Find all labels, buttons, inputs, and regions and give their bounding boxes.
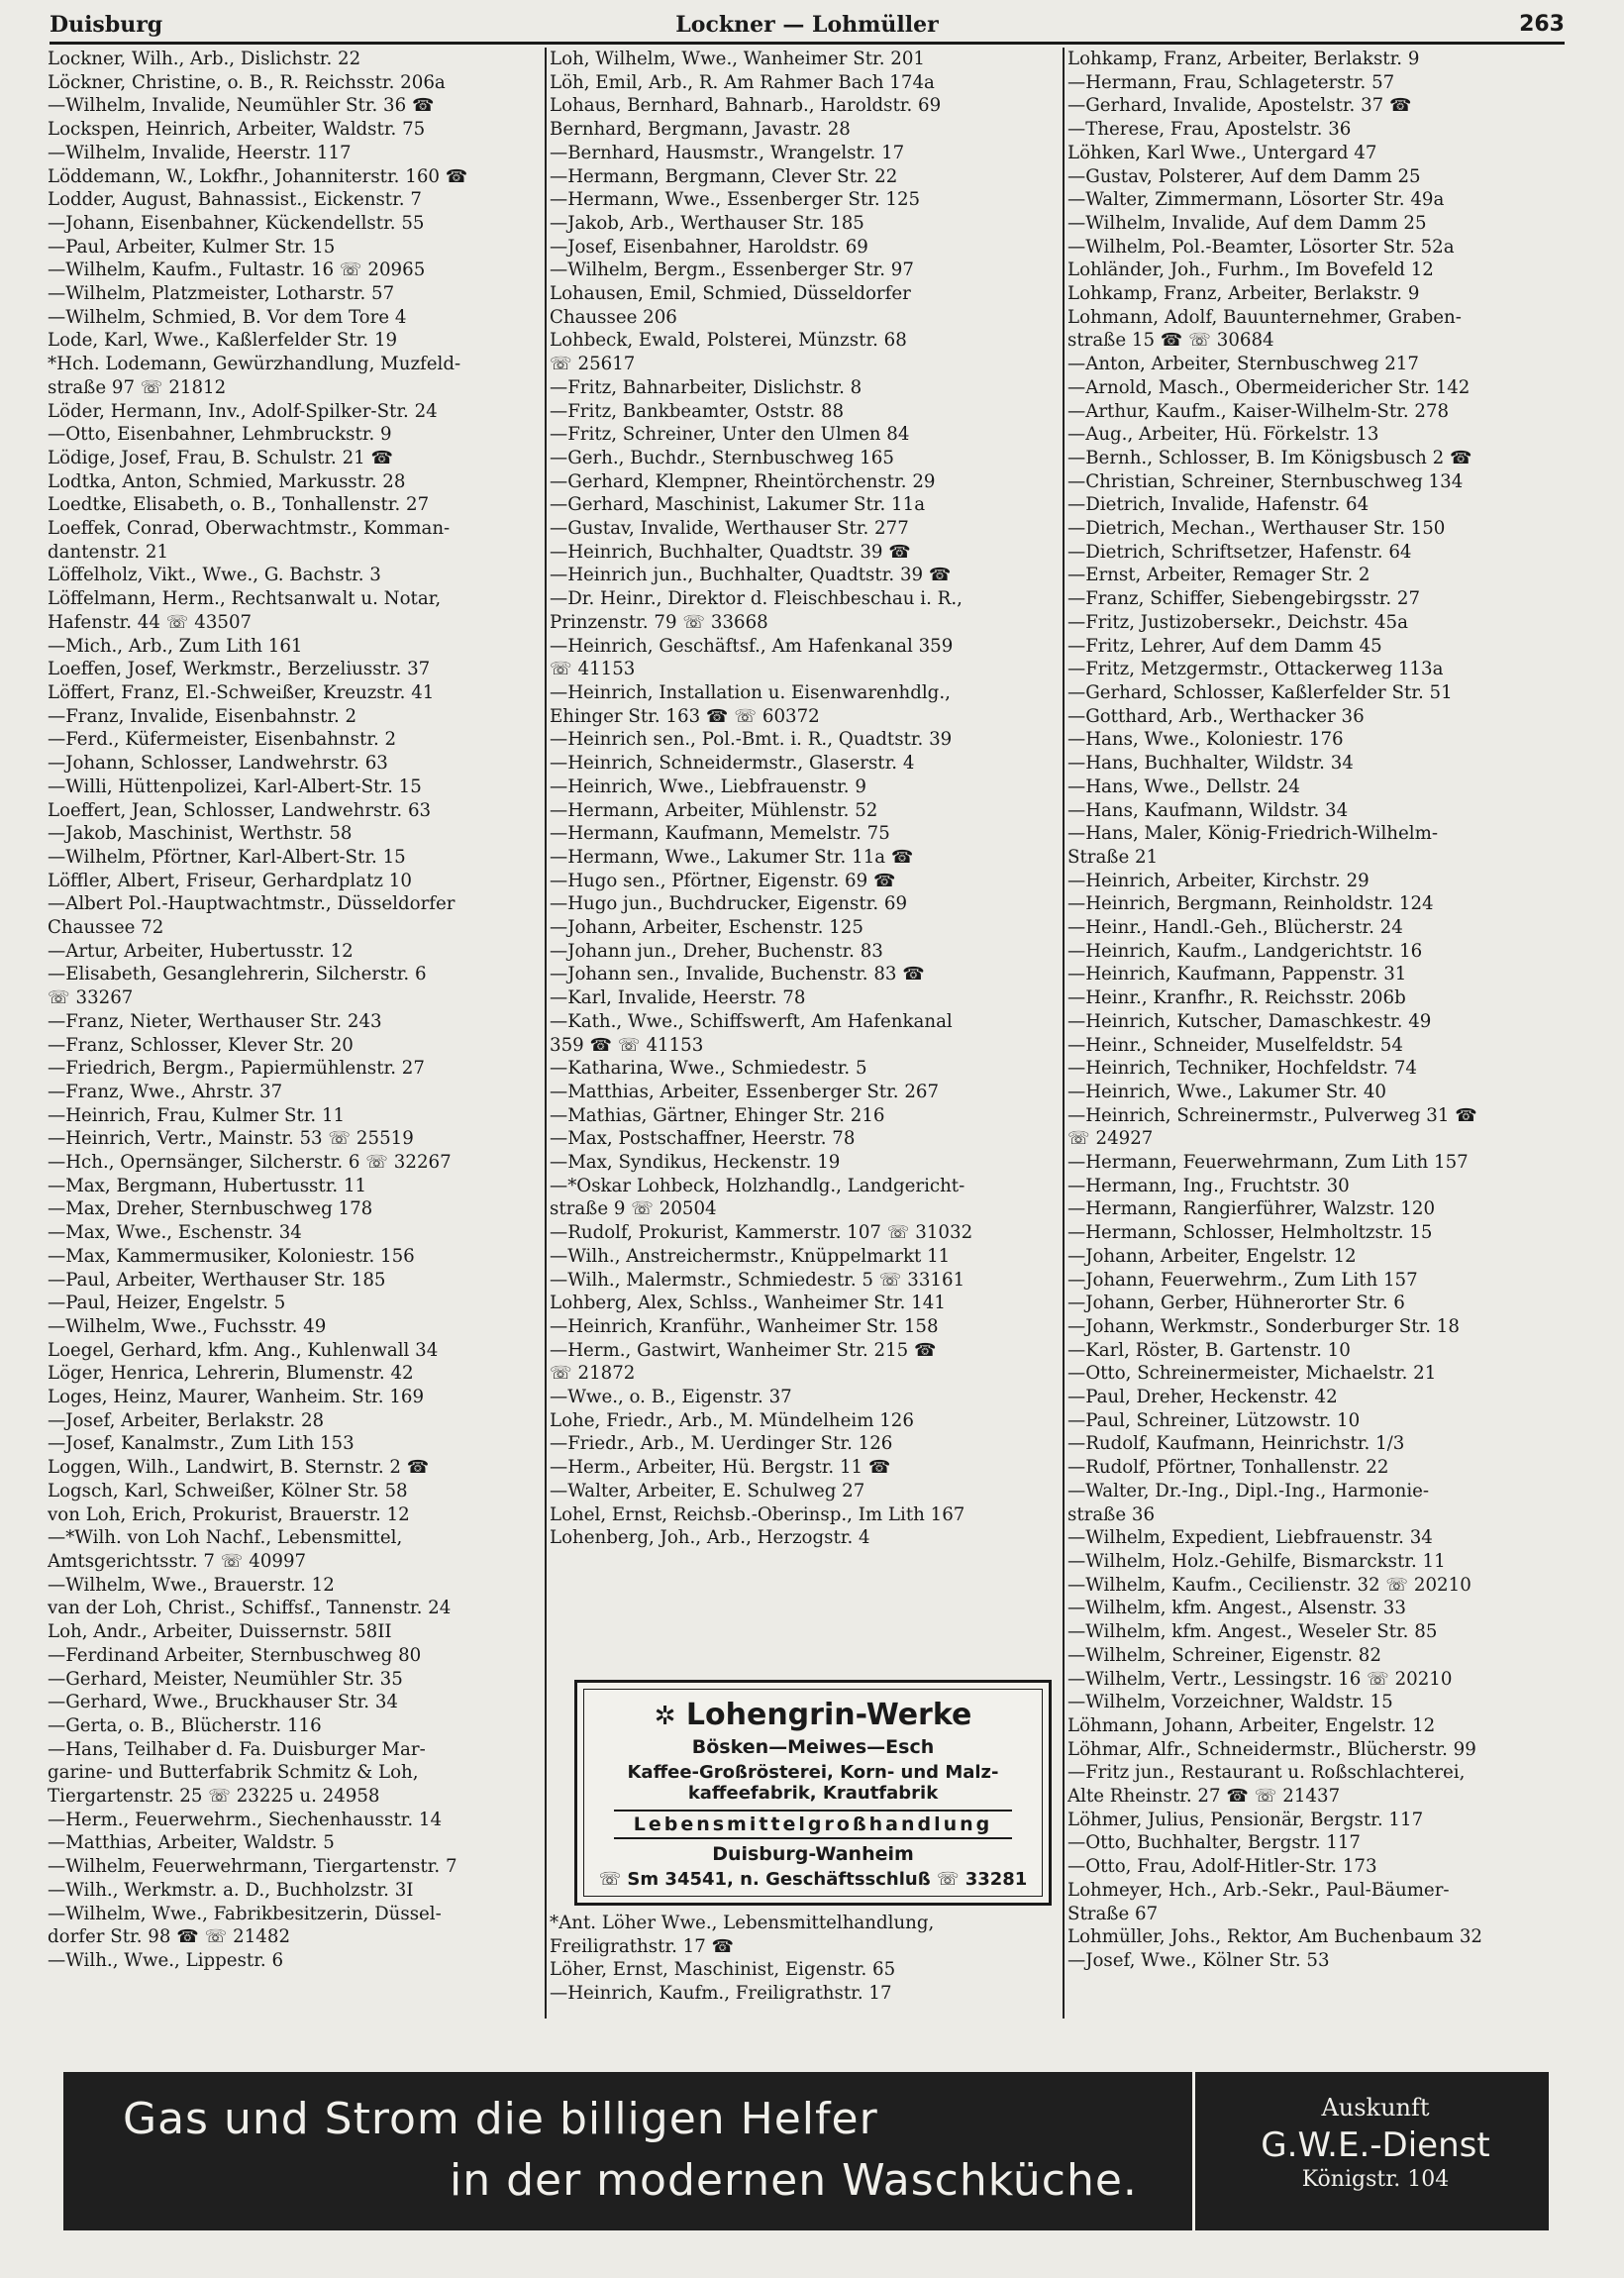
directory-entry: —Matthias, Arbeiter, Essenberger Str. 267 bbox=[550, 1081, 940, 1102]
directory-entry: —Jakob, Arb., Werthauser Str. 185 bbox=[550, 212, 864, 234]
directory-entry: —Max, Dreher, Sternbuschweg 178 bbox=[48, 1198, 373, 1220]
directory-entry: —Wilhelm, Vorzeichner, Waldstr. 15 bbox=[1067, 1692, 1393, 1713]
directory-entry: —Paul, Arbeiter, Werthauser Str. 185 bbox=[48, 1269, 386, 1291]
directory-entry: —Rudolf, Pförtner, Tonhallenstr. 22 bbox=[1067, 1457, 1389, 1479]
directory-entry: Lohenberg, Joh., Arb., Herzogstr. 4 bbox=[550, 1527, 870, 1549]
directory-entry: —Wilhelm, Pförtner, Karl-Albert-Str. 15 bbox=[48, 846, 406, 868]
directory-entry: Lodder, August, Bahnassist., Eickenstr. 7 bbox=[48, 189, 422, 211]
directory-entry: —Wilhelm, Pol.-Beamter, Lösorter Str. 52a bbox=[1067, 236, 1455, 258]
directory-entry: Lohbeck, Ewald, Polsterei, Münzstr. 68 bbox=[550, 330, 907, 352]
directory-entry: —Hermann, Wwe., Essenberger Str. 125 bbox=[550, 189, 921, 211]
directory-entry: Chaussee 72 bbox=[48, 917, 164, 939]
ad-line-6: ☏ Sm 34541, n. Geschäftsschluß ☏ 33281 bbox=[598, 1869, 1028, 1890]
directory-entry: —Artur, Arbeiter, Hubertusstr. 12 bbox=[48, 940, 354, 962]
directory-entry: —Otto, Frau, Adolf-Hitler-Str. 173 bbox=[1067, 1856, 1377, 1878]
directory-entry: —Heinrich, Bergmann, Reinholdstr. 124 bbox=[1067, 893, 1434, 915]
directory-entry: Lohmüller, Johs., Rektor, Am Buchenbaum 32 bbox=[1067, 1926, 1482, 1948]
directory-entry: Lohel, Ernst, Reichsb.-Oberinsp., Im Lith 167 bbox=[550, 1503, 965, 1525]
directory-entry: —Johann, Gerber, Hühnerorter Str. 6 bbox=[1067, 1293, 1405, 1314]
column-2-continued bbox=[550, 1912, 1065, 2030]
directory-entry: —Heinrich, Kaufm., Landgerichtstr. 16 bbox=[1067, 940, 1423, 962]
directory-entry: —Wilhelm, Bergm., Essenberger Str. 97 bbox=[550, 259, 914, 281]
directory-entry: —Hugo sen., Pförtner, Eigenstr. 69 ☎ bbox=[550, 870, 896, 891]
ad-line-2: Kaffee-Großrösterei, Korn- und Malz- bbox=[627, 1762, 999, 1783]
directory-entry: Lohaus, Bernhard, Bahnarb., Haroldstr. 69 bbox=[550, 95, 942, 117]
banner-main bbox=[63, 2072, 1192, 2230]
directory-entry: Lockspen, Heinrich, Arbeiter, Waldstr. 75 bbox=[48, 119, 426, 141]
directory-entry: Löhken, Karl Wwe., Untergard 47 bbox=[1067, 142, 1377, 163]
directory-entry: —Wilhelm, kfm. Angest., Alsenstr. 33 bbox=[1067, 1598, 1406, 1619]
directory-entry: —Heinrich, Techniker, Hochfeldstr. 74 bbox=[1067, 1058, 1417, 1080]
directory-entry: —Rudolf, Kaufmann, Heinrichstr. 1/3 bbox=[1067, 1433, 1405, 1455]
directory-entry: Lodtka, Anton, Schmied, Markusstr. 28 bbox=[48, 470, 406, 492]
directory-entry: —Wilhelm, Vertr., Lessingstr. 16 ☏ 20210 bbox=[1067, 1668, 1453, 1690]
directory-entry: —Heinrich, Installation u. Eisenwarenhdlg., bbox=[550, 681, 951, 703]
directory-entry: —Heinr., Handl.-Geh., Blücherstr. 24 bbox=[1067, 917, 1403, 939]
directory-entry: Freiligrathstr. 17 ☎ bbox=[550, 1935, 735, 1957]
directory-entry: ☏ 21872 bbox=[550, 1363, 636, 1385]
banner-side bbox=[1202, 2072, 1549, 2230]
directory-entry: —Hans, Wwe., Koloniestr. 176 bbox=[1067, 729, 1344, 751]
directory-entry: Lödige, Josef, Frau, B. Schulstr. 21 ☎ bbox=[48, 447, 394, 468]
directory-entry: Löffert, Franz, El.-Schweißer, Kreuzstr. 41 bbox=[48, 681, 435, 703]
directory-entry: —Gerta, o. B., Blücherstr. 116 bbox=[48, 1714, 322, 1736]
directory-entry: *Ant. Löher Wwe., Lebensmittelhandlung, bbox=[550, 1913, 935, 1933]
directory-entry: Bernhard, Bergmann, Javastr. 28 bbox=[550, 119, 851, 141]
directory-entry: Löhmar, Alfr., Schneidermstr., Blücherstr. 99 bbox=[1067, 1738, 1476, 1760]
directory-entry: —Heinrich, Geschäftsf., Am Hafenkanal 359 bbox=[550, 635, 954, 657]
directory-entry: —Aug., Arbeiter, Hü. Förkelstr. 13 bbox=[1067, 424, 1379, 446]
directory-entry: Loeffek, Conrad, Oberwachtmstr., Komman- bbox=[48, 518, 451, 540]
directory-entry: —Heinrich, Frau, Kulmer Str. 11 bbox=[48, 1104, 346, 1126]
directory-entry: Löder, Hermann, Inv., Adolf-Spilker-Str. 24 bbox=[48, 400, 438, 422]
column-1 bbox=[48, 48, 543, 2028]
directory-entry: —Heinrich, Buchhalter, Quadtstr. 39 ☎ bbox=[550, 541, 911, 563]
column-divider-2 bbox=[1063, 48, 1065, 2019]
directory-entry: —Hermann, Kaufmann, Memelstr. 75 bbox=[550, 823, 890, 845]
directory-entry: —Hermann, Wwe., Lakumer Str. 11a ☎ bbox=[550, 846, 914, 868]
directory-entry: Lohländer, Joh., Furhm., Im Bovefeld 12 bbox=[1067, 259, 1434, 281]
directory-entry: dantenstr. 21 bbox=[48, 541, 169, 563]
ad-line-3: kaffeefabrik, Krautfabrik bbox=[687, 1783, 939, 1804]
directory-entry: Prinzenstr. 79 ☏ 33668 bbox=[550, 611, 768, 633]
directory-entry: ☏ 41153 bbox=[550, 659, 636, 680]
directory-entry: —Dietrich, Mechan., Werthauser Str. 150 bbox=[1067, 518, 1446, 540]
banner-side-address: Königstr. 104 bbox=[1301, 2167, 1450, 2192]
directory-entry: Löger, Henrica, Lehrerin, Blumenstr. 42 bbox=[48, 1363, 414, 1385]
ad-line-5: Duisburg-Wanheim bbox=[712, 1843, 914, 1865]
directory-entry: —Gerh., Buchdr., Sternbuschweg 165 bbox=[550, 447, 894, 468]
directory-entry: —Gerhard, Wwe., Bruckhauser Str. 34 bbox=[48, 1692, 398, 1713]
directory-entry: Loggen, Wilh., Landwirt, B. Sternstr. 2 ☎ bbox=[48, 1457, 430, 1479]
directory-entry: —Hermann, Feuerwehrmann, Zum Lith 157 bbox=[1067, 1152, 1469, 1174]
directory-entry: —Hans, Kaufmann, Wildstr. 34 bbox=[1067, 799, 1349, 821]
directory-entry: —Herm., Feuerwehrm., Siechenhausstr. 14 bbox=[48, 1809, 443, 1830]
directory-entry: —Christian, Schreiner, Sternbuschweg 134 bbox=[1067, 470, 1464, 492]
directory-entry: —Paul, Arbeiter, Kulmer Str. 15 bbox=[48, 236, 336, 258]
directory-entry: —Fritz, Metzgermstr., Ottackerweg 113a bbox=[1067, 659, 1444, 680]
directory-entry: —Max, Syndikus, Heckenstr. 19 bbox=[550, 1152, 841, 1174]
directory-entry: —Gerhard, Maschinist, Lakumer Str. 11a bbox=[550, 494, 926, 516]
directory-entry: —Hermann, Schlosser, Helmholtzstr. 15 bbox=[1067, 1222, 1433, 1244]
directory-entry: —Josef, Wwe., Kölner Str. 53 bbox=[1067, 1949, 1330, 1971]
directory-entry: Logsch, Karl, Schweißer, Kölner Str. 58 bbox=[48, 1480, 408, 1501]
directory-entry: straße 97 ☏ 21812 bbox=[48, 376, 227, 398]
directory-entry: —Paul, Schreiner, Lützowstr. 10 bbox=[1067, 1409, 1361, 1431]
directory-entry: —Karl, Invalide, Heerstr. 78 bbox=[550, 987, 806, 1009]
ad-line-4: Lebensmittelgroßhandlung bbox=[614, 1810, 1012, 1839]
directory-entry: Löffler, Albert, Friseur, Gerhardplatz 10 bbox=[48, 870, 412, 891]
directory-entry: —Hans, Buchhalter, Wildstr. 34 bbox=[1067, 753, 1354, 775]
page-header bbox=[50, 8, 1565, 45]
directory-entry: Löddemann, W., Lokfhr., Johanniterstr. 160 ☎ bbox=[48, 165, 468, 187]
lohengrin-advertisement bbox=[574, 1680, 1052, 1906]
directory-entry: Lohausen, Emil, Schmied, Düsseldorfer bbox=[550, 283, 911, 305]
directory-entry: —Fritz, Lehrer, Auf dem Damm 45 bbox=[1067, 635, 1382, 657]
directory-entry: —Fritz, Justizobersekr., Deichstr. 45a bbox=[1067, 611, 1408, 633]
directory-entry: —Wilhelm, Wwe., Brauerstr. 12 bbox=[48, 1574, 335, 1596]
directory-entry: —Herm., Arbeiter, Hü. Bergstr. 11 ☎ bbox=[550, 1457, 891, 1479]
directory-entry: —Therese, Frau, Apostelstr. 36 bbox=[1067, 119, 1352, 141]
directory-entry: —Paul, Dreher, Heckenstr. 42 bbox=[1067, 1387, 1338, 1408]
directory-entry: —*Wilh. von Loh Nachf., Lebensmittel, bbox=[48, 1527, 403, 1549]
directory-entry: —Wilhelm, Platzmeister, Lotharstr. 57 bbox=[48, 283, 395, 305]
banner-separator bbox=[1192, 2072, 1195, 2230]
directory-entry: Loeffert, Jean, Schlosser, Landwehrstr. 63 bbox=[48, 799, 432, 821]
directory-entry: Löher, Ernst, Maschinist, Eigenstr. 65 bbox=[550, 1959, 896, 1981]
directory-entry: —Johann, Arbeiter, Engelstr. 12 bbox=[1067, 1245, 1357, 1267]
directory-entry: —Max, Postschaffner, Heerstr. 78 bbox=[550, 1128, 856, 1150]
directory-entry: —Johann jun., Dreher, Buchenstr. 83 bbox=[550, 940, 883, 962]
directory-entry: —Johann, Feuerwehrm., Zum Lith 157 bbox=[1067, 1269, 1418, 1291]
directory-entry: —Wilhelm, Wwe., Fabrikbesitzerin, Düssel- bbox=[48, 1903, 442, 1924]
banner-side-label: Auskunft bbox=[1321, 2094, 1430, 2122]
directory-entry: Loh, Andr., Arbeiter, Duissernstr. 58II bbox=[48, 1621, 392, 1643]
directory-entry: Löhmer, Julius, Pensionär, Bergstr. 117 bbox=[1067, 1809, 1424, 1830]
directory-entry: —Max, Bergmann, Hubertusstr. 11 bbox=[48, 1175, 367, 1196]
directory-entry: —Wilhelm, Feuerwehrmann, Tiergartenstr. 7 bbox=[48, 1856, 457, 1878]
directory-entry: —Katharina, Wwe., Schmiedestr. 5 bbox=[550, 1058, 867, 1080]
directory-entry: —Fritz, Schreiner, Unter den Ulmen 84 bbox=[550, 424, 910, 446]
directory-entry: —Heinrich sen., Pol.-Bmt. i. R., Quadtstr. 39 bbox=[550, 729, 953, 751]
directory-entry: —Heinrich, Wwe., Lakumer Str. 40 bbox=[1067, 1081, 1386, 1102]
directory-entry: —Hermann, Ing., Fruchtstr. 30 bbox=[1067, 1175, 1350, 1196]
directory-entry: —Heinrich, Arbeiter, Kirchstr. 29 bbox=[1067, 870, 1370, 891]
directory-entry: —Wilhelm, Invalide, Heerstr. 117 bbox=[48, 142, 352, 163]
ad-title-text: Lohengrin-Werke bbox=[685, 1698, 972, 1732]
directory-entry: —Walter, Arbeiter, E. Schulweg 27 bbox=[550, 1480, 865, 1501]
directory-entry: —Johann, Schlosser, Landwehrstr. 63 bbox=[48, 753, 388, 775]
directory-entry: —Friedr., Arb., M. Uerdinger Str. 126 bbox=[550, 1433, 893, 1455]
directory-entry: —Hermann, Arbeiter, Mühlenstr. 52 bbox=[550, 799, 878, 821]
directory-entry: —Bernh., Schlosser, B. Im Königsbusch 2 ☎ bbox=[1067, 447, 1472, 468]
directory-entry: —Johann, Werkmstr., Sonderburger Str. 18 bbox=[1067, 1315, 1460, 1337]
directory-entry: —Kath., Wwe., Schiffswerft, Am Hafenkanal bbox=[550, 1010, 953, 1032]
directory-entry: —Johann, Arbeiter, Eschenstr. 125 bbox=[550, 917, 863, 939]
directory-entry: —Gustav, Invalide, Werthauser Str. 277 bbox=[550, 518, 909, 540]
directory-entry: —Gerhard, Schlosser, Kaßlerfelder Str. 51 bbox=[1067, 681, 1453, 703]
directory-entry: straße 36 bbox=[1067, 1503, 1156, 1525]
directory-entry: Chaussee 206 bbox=[550, 306, 677, 328]
directory-entry: —Hans, Maler, König-Friedrich-Wilhelm- bbox=[1067, 823, 1438, 845]
directory-entry: —Franz, Invalide, Eisenbahnstr. 2 bbox=[48, 705, 357, 727]
directory-entry: 359 ☎ ☏ 41153 bbox=[550, 1034, 704, 1056]
directory-entry: straße 15 ☎ ☏ 30684 bbox=[1067, 330, 1274, 352]
directory-entry: —Wilhelm, Wwe., Fuchsstr. 49 bbox=[48, 1315, 327, 1337]
directory-entry: —Hans, Teilhaber d. Fa. Duisburger Mar- bbox=[48, 1738, 426, 1760]
directory-entry: —Wilhelm, Schmied, B. Vor dem Tore 4 bbox=[48, 306, 407, 328]
directory-entry: —*Oskar Lohbeck, Holzhandlg., Landgericht- bbox=[550, 1175, 965, 1196]
directory-entry: —Heinrich, Schneidermstr., Glaserstr. 4 bbox=[550, 753, 915, 775]
directory-entry: Löhmann, Johann, Arbeiter, Engelstr. 12 bbox=[1067, 1714, 1436, 1736]
directory-entry: —Mich., Arb., Zum Lith 161 bbox=[48, 635, 303, 657]
directory-entry: —Fritz, Bankbeamter, Oststr. 88 bbox=[550, 400, 845, 422]
directory-entry: —Max, Kammermusiker, Koloniestr. 156 bbox=[48, 1245, 415, 1267]
directory-entry: Straße 21 bbox=[1067, 846, 1159, 868]
directory-entry: straße 9 ☏ 20504 bbox=[550, 1198, 717, 1220]
directory-entry: —Heinrich, Kranführ., Wanheimer Str. 158 bbox=[550, 1315, 939, 1337]
banner-line-2: in der modernen Waschküche. bbox=[450, 2155, 1138, 2206]
directory-entry: —Hermann, Bergmann, Clever Str. 22 bbox=[550, 165, 898, 187]
directory-entry: Lohmeyer, Hch., Arb.-Sekr., Paul-Bäumer- bbox=[1067, 1879, 1450, 1901]
directory-entry: Loeffen, Josef, Werkmstr., Berzeliusstr. 37 bbox=[48, 659, 431, 680]
directory-entry: —Walter, Zimmermann, Lösorter Str. 49a bbox=[1067, 189, 1445, 211]
directory-entry: —Josef, Kanalmstr., Zum Lith 153 bbox=[48, 1433, 355, 1455]
directory-entry: Tiergartenstr. 25 ☏ 23225 u. 24958 bbox=[48, 1786, 380, 1808]
banner-line-1: Gas und Strom die billigen Helfer bbox=[123, 2094, 878, 2144]
directory-entry: —Franz, Schiffer, Siebengebirgsstr. 27 bbox=[1067, 588, 1421, 610]
ad-inner-frame bbox=[583, 1689, 1043, 1897]
directory-entry: —Dr. Heinr., Direktor d. Fleischbeschau i. R., bbox=[550, 588, 963, 610]
directory-entry: —Gerhard, Invalide, Apostelstr. 37 ☎ bbox=[1067, 95, 1412, 117]
directory-entry: Loedtke, Elisabeth, o. B., Tonhallenstr. 27 bbox=[48, 494, 430, 516]
directory-entry: Loh, Wilhelm, Wwe., Wanheimer Str. 201 bbox=[550, 49, 925, 69]
directory-entry: —Matthias, Arbeiter, Waldstr. 5 bbox=[48, 1832, 335, 1854]
directory-entry: *Hch. Lodemann, Gewürzhandlung, Muzfeld- bbox=[48, 354, 461, 375]
directory-entry: —Karl, Röster, B. Gartenstr. 10 bbox=[1067, 1339, 1351, 1361]
directory-entry: —Wilhelm, Holz.-Gehilfe, Bismarckstr. 11 bbox=[1067, 1551, 1446, 1572]
directory-entry: van der Loh, Christ., Schiffsf., Tannenstr. 24 bbox=[48, 1598, 452, 1619]
directory-entry: Loges, Heinz, Maurer, Wanheim. Str. 169 bbox=[48, 1387, 425, 1408]
directory-entry: —Rudolf, Prokurist, Kammerstr. 107 ☏ 31032 bbox=[550, 1222, 973, 1244]
directory-entry: —Heinr., Kranfhr., R. Reichsstr. 206b bbox=[1067, 987, 1406, 1009]
directory-entry: —Franz, Schlosser, Klever Str. 20 bbox=[48, 1034, 354, 1056]
directory-entry: —Heinrich, Kutscher, Damaschkestr. 49 bbox=[1067, 1010, 1432, 1032]
directory-entry: —Wilhelm, Invalide, Neumühler Str. 36 ☎ bbox=[48, 95, 435, 117]
directory-entry: ☏ 33267 bbox=[48, 987, 134, 1009]
directory-entry: —Wilhelm, kfm. Angest., Weseler Str. 85 bbox=[1067, 1621, 1438, 1643]
directory-entry: —Ferdinand Arbeiter, Sternbuschweg 80 bbox=[48, 1644, 422, 1666]
directory-entry: garine- und Butterfabrik Schmitz & Loh, bbox=[48, 1762, 419, 1784]
directory-entry: Lohkamp, Franz, Arbeiter, Berlakstr. 9 bbox=[1067, 283, 1420, 305]
directory-entry: —Arthur, Kaufm., Kaiser-Wilhelm-Str. 278 bbox=[1067, 400, 1450, 422]
directory-entry: Löh, Emil, Arb., R. Am Rahmer Bach 174a bbox=[550, 71, 935, 93]
directory-entry: —Franz, Wwe., Ahrstr. 37 bbox=[48, 1081, 283, 1102]
directory-entry: —Arnold, Masch., Obermeidericher Str. 142 bbox=[1067, 376, 1471, 398]
directory-entry: —Friedrich, Bergm., Papiermühlenstr. 27 bbox=[48, 1058, 425, 1080]
directory-entry: —Wilh., Werkmstr. a. D., Buchholzstr. 3I bbox=[48, 1879, 414, 1901]
directory-entry: —Heinrich, Wwe., Liebfrauenstr. 9 bbox=[550, 776, 866, 797]
directory-entry: —Hugo jun., Buchdrucker, Eigenstr. 69 bbox=[550, 893, 908, 915]
page-number: 263 bbox=[1519, 12, 1565, 37]
ad-line-1: Bösken—Meiwes—Esch bbox=[691, 1736, 935, 1758]
directory-entry: —Dietrich, Schriftsetzer, Hafenstr. 64 bbox=[1067, 541, 1412, 563]
directory-entry: Löffelholz, Vikt., Wwe., G. Bachstr. 3 bbox=[48, 565, 381, 586]
directory-entry: —Willi, Hüttenpolizei, Karl-Albert-Str. 15 bbox=[48, 776, 422, 797]
directory-entry: —Gustav, Polsterer, Auf dem Damm 25 bbox=[1067, 165, 1421, 187]
directory-entry: —Franz, Nieter, Werthauser Str. 243 bbox=[48, 1010, 382, 1032]
directory-entry: —Wilh., Wwe., Lippestr. 6 bbox=[48, 1949, 284, 1971]
header-city: Duisburg bbox=[50, 12, 163, 38]
directory-entry: Löckner, Christine, o. B., R. Reichsstr. 206a bbox=[48, 71, 446, 93]
directory-entry: —Johann sen., Invalide, Buchenstr. 83 ☎ bbox=[550, 964, 925, 985]
directory-entry: —Wilh., Malermstr., Schmiedestr. 5 ☏ 33161 bbox=[550, 1269, 965, 1291]
directory-entry: —Hermann, Rangierführer, Walzstr. 120 bbox=[1067, 1198, 1436, 1220]
directory-entry: —Wilhelm, Invalide, Auf dem Damm 25 bbox=[1067, 212, 1427, 234]
directory-entry: —Heinrich, Schreinermstr., Pulverweg 31 ☎ bbox=[1067, 1104, 1477, 1126]
directory-entry: Lockner, Wilh., Arb., Dislichstr. 22 bbox=[48, 49, 361, 69]
directory-entry: Amtsgerichtsstr. 7 ☏ 40997 bbox=[48, 1551, 307, 1572]
directory-entry: Lohmann, Adolf, Bauunternehmer, Graben- bbox=[1067, 306, 1462, 328]
directory-entry: —Gerhard, Meister, Neumühler Str. 35 bbox=[48, 1668, 403, 1690]
directory-entry: dorfer Str. 98 ☎ ☏ 21482 bbox=[48, 1926, 291, 1948]
directory-entry: —Wilh., Anstreichermstr., Knüppelmarkt 11 bbox=[550, 1245, 951, 1267]
directory-entry: —Anton, Arbeiter, Sternbuschweg 217 bbox=[1067, 354, 1419, 375]
directory-entry: ☏ 25617 bbox=[550, 354, 636, 375]
directory-entry: Lode, Karl, Wwe., Kaßlerfelder Str. 19 bbox=[48, 330, 398, 352]
directory-entry: —Ferd., Küfermeister, Eisenbahnstr. 2 bbox=[48, 729, 397, 751]
directory-entry: —Albert Pol.-Hauptwachtmstr., Düsseldorfer bbox=[48, 893, 456, 915]
directory-entry: —Fritz jun., Restaurant u. Roßschlachterei, bbox=[1067, 1762, 1466, 1784]
directory-entry: ☏ 24927 bbox=[1067, 1128, 1154, 1150]
directory-entry: —Paul, Heizer, Engelstr. 5 bbox=[48, 1293, 286, 1314]
directory-entry: —Elisabeth, Gesanglehrerin, Silcherstr. 6 bbox=[48, 964, 427, 985]
directory-entry: —Ernst, Arbeiter, Remager Str. 2 bbox=[1067, 565, 1370, 586]
directory-entry: —Max, Wwe., Eschenstr. 34 bbox=[48, 1222, 302, 1244]
directory-entry: —Gerhard, Klempner, Rheintörchenstr. 29 bbox=[550, 470, 936, 492]
directory-entry: —Otto, Schreinermeister, Michaelstr. 21 bbox=[1067, 1363, 1437, 1385]
directory-entry: —Wilhelm, Expedient, Liebfrauenstr. 34 bbox=[1067, 1527, 1433, 1549]
directory-entry: Loegel, Gerhard, kfm. Ang., Kuhlenwall 34 bbox=[48, 1339, 439, 1361]
banner-side-name: G.W.E.-Dienst bbox=[1261, 2125, 1490, 2165]
directory-entry: —Bernhard, Hausmstr., Wrangelstr. 17 bbox=[550, 142, 905, 163]
directory-entry: —Fritz, Bahnarbeiter, Dislichstr. 8 bbox=[550, 376, 863, 398]
directory-entry: —Jakob, Maschinist, Werthstr. 58 bbox=[48, 823, 353, 845]
directory-entry: —Walter, Dr.-Ing., Dipl.-Ing., Harmonie- bbox=[1067, 1480, 1430, 1501]
directory-entry: —Wilhelm, Kaufm., Fultastr. 16 ☏ 20965 bbox=[48, 259, 426, 281]
directory-entry: —Wwe., o. B., Eigenstr. 37 bbox=[550, 1387, 792, 1408]
gas-strom-banner bbox=[63, 2072, 1549, 2230]
column-divider-1 bbox=[545, 48, 547, 2019]
directory-entry: —Wilhelm, Schreiner, Eigenstr. 82 bbox=[1067, 1644, 1381, 1666]
directory-entry: Lohberg, Alex, Schlss., Wanheimer Str. 141 bbox=[550, 1293, 946, 1314]
directory-entry: Straße 67 bbox=[1067, 1903, 1159, 1924]
directory-entry: Lohkamp, Franz, Arbeiter, Berlakstr. 9 bbox=[1067, 49, 1420, 69]
directory-entry: —Hch., Opernsänger, Silcherstr. 6 ☏ 32267 bbox=[48, 1152, 452, 1174]
directory-entry: Löffelmann, Herm., Rechtsanwalt u. Notar, bbox=[48, 588, 442, 610]
directory-entry: —Josef, Eisenbahner, Haroldstr. 69 bbox=[550, 236, 868, 258]
directory-entry: von Loh, Erich, Prokurist, Brauerstr. 12 bbox=[48, 1503, 410, 1525]
directory-entry: —Hans, Wwe., Dellstr. 24 bbox=[1067, 776, 1300, 797]
directory-entry: —Otto, Eisenbahner, Lehmbruckstr. 9 bbox=[48, 424, 392, 446]
directory-entry: —Otto, Buchhalter, Bergstr. 117 bbox=[1067, 1832, 1361, 1854]
directory-entry: Ehinger Str. 163 ☎ ☏ 60372 bbox=[550, 705, 820, 727]
directory-entry: —Wilhelm, Kaufm., Cecilienstr. 32 ☏ 20210 bbox=[1067, 1574, 1472, 1596]
column-3 bbox=[1067, 48, 1568, 2028]
directory-entry: —Heinrich, Vertr., Mainstr. 53 ☏ 25519 bbox=[48, 1128, 414, 1150]
ad-star-icon: ✲ bbox=[654, 1702, 676, 1731]
directory-entry: Hafenstr. 44 ☏ 43507 bbox=[48, 611, 253, 633]
directory-entry: —Hermann, Frau, Schlageterstr. 57 bbox=[1067, 71, 1395, 93]
directory-entry: —Mathias, Gärtner, Ehinger Str. 216 bbox=[550, 1104, 885, 1126]
directory-entry: —Gotthard, Arb., Werthacker 36 bbox=[1067, 705, 1365, 727]
directory-entry: Lohe, Friedr., Arb., M. Mündelheim 126 bbox=[550, 1409, 914, 1431]
directory-entry: —Josef, Arbeiter, Berlakstr. 28 bbox=[48, 1409, 325, 1431]
directory-entry: —Heinrich, Kaufm., Freiligrathstr. 17 bbox=[550, 1983, 892, 2005]
directory-entry: —Herm., Gastwirt, Wanheimer Str. 215 ☎ bbox=[550, 1339, 937, 1361]
directory-entry: —Heinr., Schneider, Muselfeldstr. 54 bbox=[1067, 1034, 1403, 1056]
directory-entry: —Johann, Eisenbahner, Kückendellstr. 55 bbox=[48, 212, 425, 234]
ad-title bbox=[584, 1698, 1042, 1732]
header-range: Lockner — Lohmüller bbox=[675, 12, 939, 38]
directory-entry: —Heinrich jun., Buchhalter, Quadtstr. 39 ☎ bbox=[550, 565, 952, 586]
directory-entry: Alte Rheinstr. 27 ☎ ☏ 21437 bbox=[1067, 1786, 1341, 1808]
directory-entry: —Dietrich, Invalide, Hafenstr. 64 bbox=[1067, 494, 1370, 516]
directory-entry: —Heinrich, Kaufmann, Pappenstr. 31 bbox=[1067, 964, 1407, 985]
